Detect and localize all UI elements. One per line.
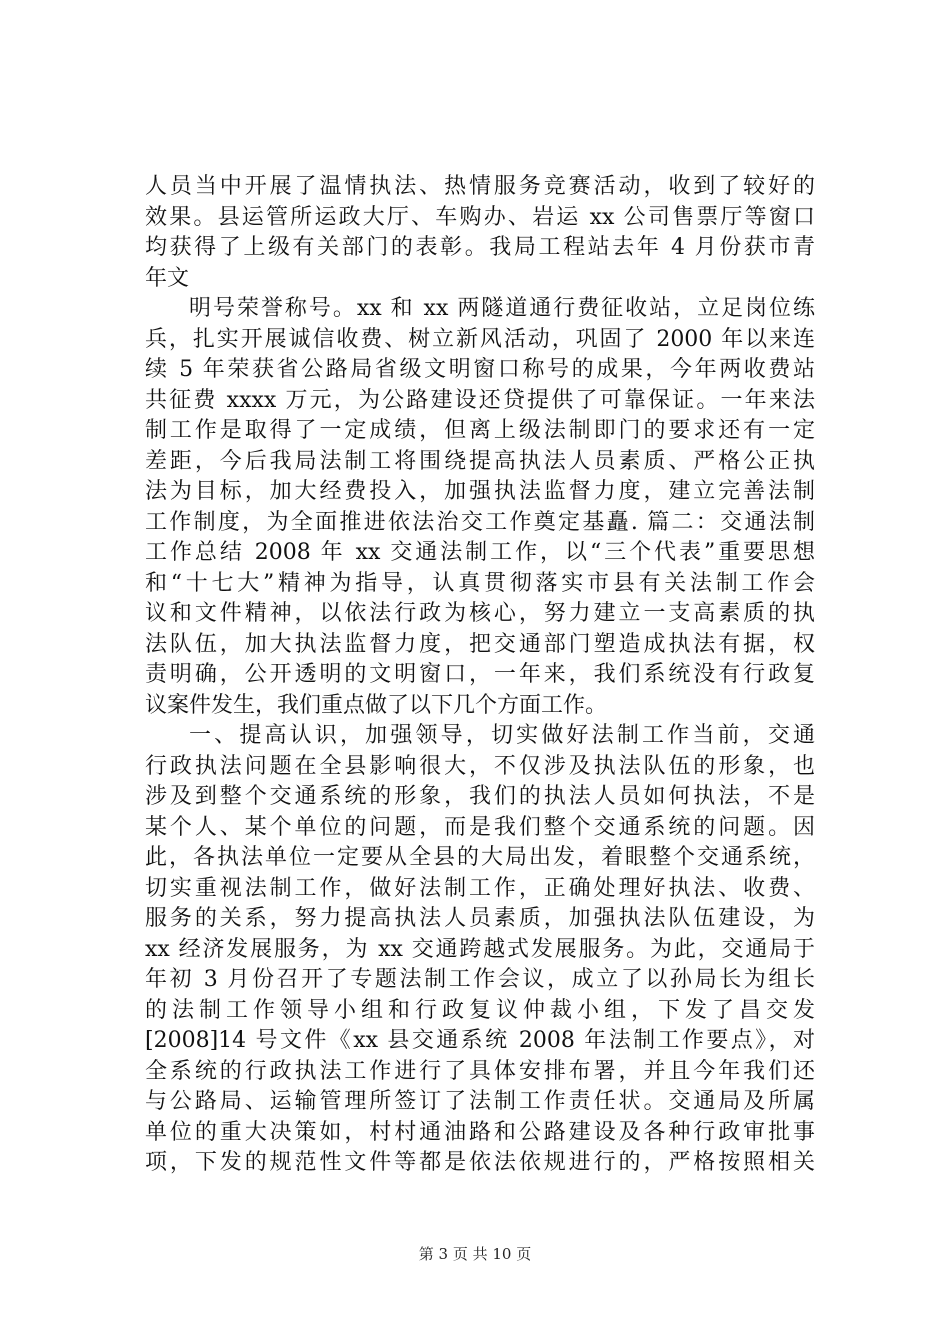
text-line: 服务的关系，努力提高执法人员素质，加强执法队伍建设，为 — [145, 906, 815, 931]
text-line: 责明确，公开透明的文明窗口，一年来，我们系统没有行政复 — [145, 662, 815, 687]
page-number-footer: 第 3 页 共 10 页 — [418, 1245, 532, 1263]
text-line: [2008]14 号文件《xx 县交通系统 2008 年法制工作要点》，对 — [145, 1028, 815, 1053]
text-line: 年文 — [145, 265, 190, 291]
text-line: 年初 3 月份召开了专题法制工作会议，成立了以孙局长为组长 — [145, 967, 815, 992]
text-line: 工作制度，为全面推进依法治交工作奠定基矗. 篇二：交通法制 — [145, 509, 815, 535]
text-line: 共征费 xxxx 万元，为公路建设还贷提供了可靠保证。一年来法 — [145, 387, 815, 413]
text-line: 项，下发的规范性文件等都是依法依规进行的，严格按照相关 — [145, 1150, 815, 1175]
text-line: 行政执法问题在全县影响很大，不仅涉及执法队伍的形象，也 — [145, 753, 815, 779]
text-line: 兵，扎实开展诚信收费、树立新风活动，巩固了 2000 年以来连 — [145, 326, 815, 352]
text-line: 全系统的行政执法工作进行了具体安排布署，并且今年我们还 — [145, 1058, 815, 1084]
text-line: 与公路局、运输管理所签订了法制工作责任状。交通局及所属 — [145, 1089, 815, 1114]
text-line: 某个人、某个单位的问题，而是我们整个交通系统的问题。因 — [145, 814, 815, 840]
text-line: 涉及到整个交通系统的形象，我们的执法人员如何执法，不是 — [145, 784, 815, 809]
text-line: 人员当中开展了温情执法、热情服务竞赛活动，收到了较好的 — [145, 174, 815, 199]
text-line: 和“十七大”精神为指导，认真贯彻落实市县有关法制工作会 — [145, 570, 815, 596]
paragraph-start-line: 明号荣誉称号。xx 和 xx 两隧道通行费征收站，立足岗位练 — [189, 296, 815, 321]
text-line: 效果。县运管所运政大厅、车购办、岩运 xx 公司售票厅等窗口 — [145, 204, 815, 230]
text-line: 工作总结 2008 年 xx 交通法制工作，以“三个代表”重要思想 — [145, 540, 815, 565]
text-line: 法为目标，加大经费投入，加强执法监督力度，建立完善法制 — [145, 479, 815, 504]
text-line: 单位的重大决策如，村村通油路和公路建设及各种行政审批事 — [145, 1119, 815, 1145]
text-line: 议和文件精神，以依法行政为核心，努力建立一支高素质的执 — [145, 601, 815, 626]
text-line: 此，各执法单位一定要从全县的大局出发，着眼整个交通系统， — [145, 845, 815, 870]
body-text — [145, 172, 815, 1179]
text-line: 续 5 年荣获省公路局省级文明窗口称号的成果，今年两收费站 — [145, 357, 815, 382]
text-line: 差距，今后我局法制工将围绕提高执法人员素质、严格公正执 — [145, 448, 815, 474]
text-line: 法队伍，加大执法监督力度，把交通部门塑造成执法有据，权 — [145, 631, 815, 657]
text-line: 制工作是取得了一定成绩，但离上级法制即门的要求还有一定 — [145, 418, 815, 443]
paragraph-start-line: 一、提高认识，加强领导，切实做好法制工作当前，交通 — [189, 723, 815, 748]
text-line: 切实重视法制工作，做好法制工作，正确处理好执法、收费、 — [145, 875, 815, 901]
text-line: 的法制工作领导小组和行政复议仲裁小组，下发了昌交发 — [145, 997, 815, 1023]
text-line: xx 经济发展服务，为 xx 交通跨越式发展服务。为此，交通局于 — [145, 936, 815, 962]
text-line: 均获得了上级有关部门的表彰。我局工程站去年 4 月份获市青 — [145, 235, 815, 260]
text-line: 议案件发生，我们重点做了以下几个方面工作。 — [145, 692, 608, 718]
